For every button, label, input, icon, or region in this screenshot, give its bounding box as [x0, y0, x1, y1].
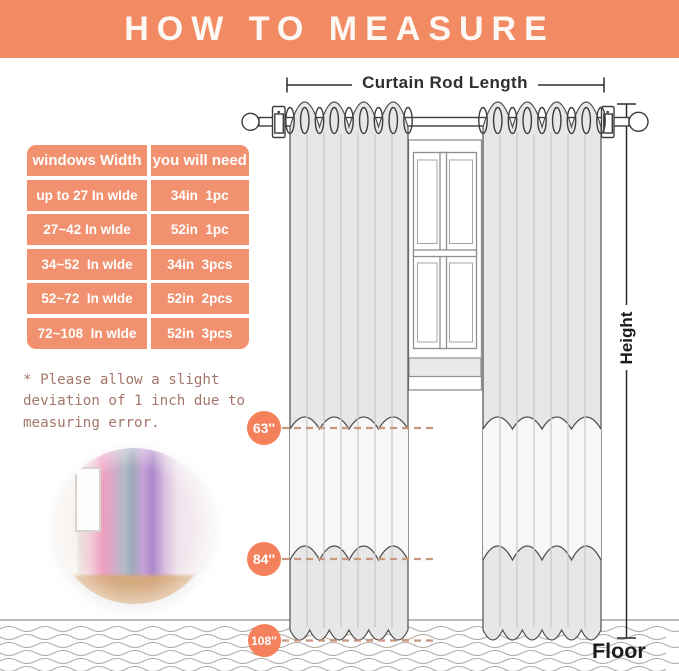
- height-label: Height: [617, 311, 636, 365]
- rod-bracket-left: [273, 107, 286, 138]
- window: [409, 140, 482, 390]
- note-text: [23, 370, 273, 434]
- note-line-1: * Please allow a slight: [23, 372, 220, 388]
- marker-108-inch: 108'': [248, 624, 281, 657]
- marker-63-inch: 63'': [247, 411, 281, 445]
- page-title: HOW TO MEASURE: [124, 9, 555, 48]
- table-cell-width-5: 72~108 In wIde: [27, 318, 147, 349]
- table-cell-need-5: 52in 3pcs: [151, 318, 250, 349]
- table-cell-need-4: 52in 2pcs: [151, 283, 250, 314]
- curtain-rod-length-label: Curtain Rod Length: [362, 73, 528, 92]
- size-table: [27, 145, 249, 349]
- window-sill: [409, 358, 481, 377]
- curtain-panel-right: [479, 102, 605, 640]
- floor-label: Floor: [592, 639, 646, 663]
- table-cell-width-3: 34~52 In wIde: [27, 249, 147, 280]
- table-header-windows-width: windows Width: [27, 145, 147, 176]
- table-cell-need-1: 34in 1pc: [151, 180, 250, 211]
- header-banner: [0, 0, 679, 58]
- table-cell-width-2: 27~42 In wIde: [27, 214, 147, 245]
- rod-finial-right: [629, 112, 648, 131]
- note-line-2: deviation of 1 inch due to: [23, 393, 246, 410]
- table-cell-need-3: 34in 3pcs: [151, 249, 250, 280]
- table-cell-width-4: 52~72 In wIde: [27, 283, 147, 314]
- note-line-3: measuring error.: [23, 414, 160, 431]
- product-photo: [56, 448, 212, 604]
- marker-84-inch: 84'': [247, 542, 281, 576]
- table-cell-width-1: up to 27 In wIde: [27, 180, 147, 211]
- table-header-you-will-need: you will need: [151, 145, 250, 176]
- rod-finial-left: [242, 113, 259, 130]
- table-cell-need-2: 52in 1pc: [151, 214, 250, 245]
